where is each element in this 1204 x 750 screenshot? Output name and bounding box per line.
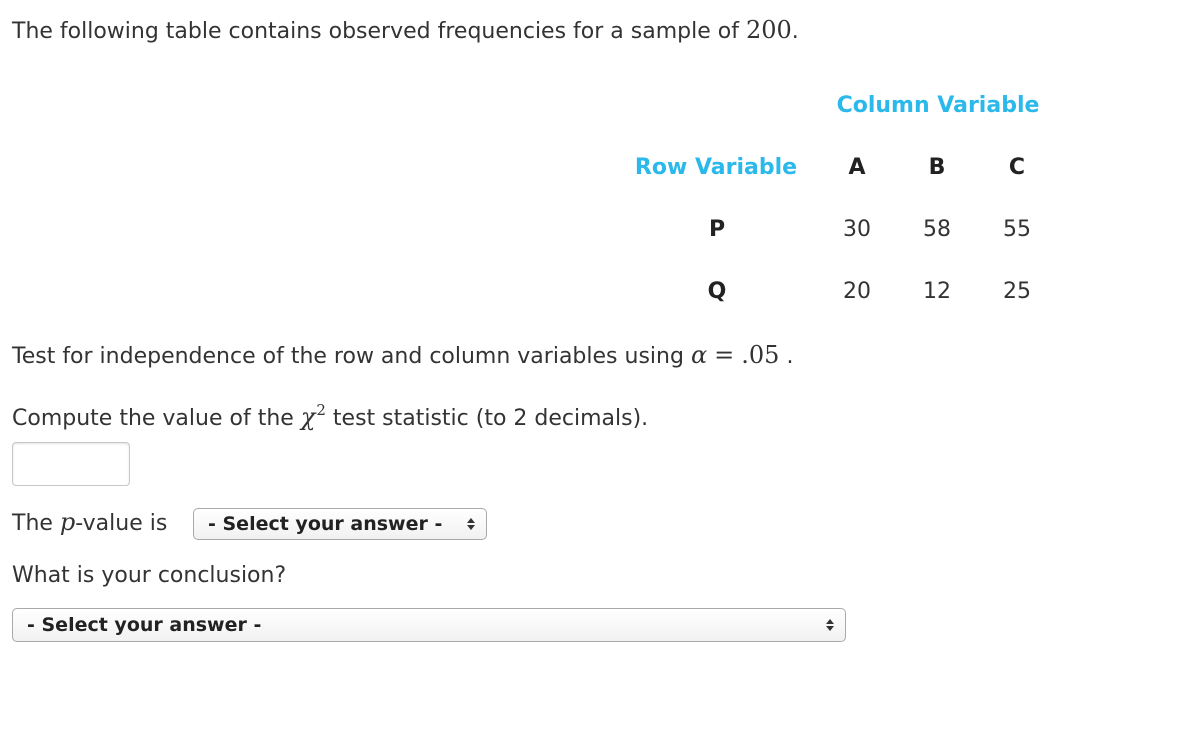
chi-square-answer-input[interactable] bbox=[12, 442, 130, 486]
table-cell: 55 bbox=[1003, 217, 1031, 242]
column-variable-header: Column Variable bbox=[836, 93, 1040, 118]
intro-period: . bbox=[791, 19, 799, 44]
chi-exponent: 2 bbox=[316, 401, 326, 419]
conclusion-select[interactable] bbox=[12, 608, 846, 642]
sample-size: 200 bbox=[745, 16, 792, 44]
pvalue-select[interactable] bbox=[193, 508, 487, 540]
table-cell: 30 bbox=[843, 217, 871, 242]
p-symbol: p bbox=[59, 508, 76, 536]
question2-text-after: test statistic (to 2 decimals). bbox=[332, 406, 649, 431]
select-arrows-icon bbox=[819, 619, 841, 631]
intro-text: The following table contains observed frequencies for a sample of bbox=[12, 19, 739, 44]
chi-square-question bbox=[12, 396, 648, 433]
table-cell: 20 bbox=[843, 279, 871, 304]
column-header-a: A bbox=[848, 155, 866, 180]
equals-sign: = bbox=[714, 341, 735, 369]
row-variable-header: Row Variable bbox=[634, 155, 798, 180]
pvalue-the: The bbox=[12, 511, 53, 536]
pvalue-select-label: - Select your answer - bbox=[208, 513, 443, 535]
chi-symbol: χ bbox=[300, 403, 316, 431]
row-label-p: P bbox=[708, 217, 726, 242]
row-label-q: Q bbox=[707, 279, 727, 304]
question1-period: . bbox=[786, 344, 794, 369]
table-cell: 25 bbox=[1003, 279, 1031, 304]
alpha-symbol: α bbox=[690, 341, 708, 369]
column-header-c: C bbox=[1008, 155, 1026, 180]
question2-text-before: Compute the value of the bbox=[12, 406, 294, 431]
question1-text: Test for independence of the row and column variables using bbox=[12, 344, 684, 369]
table-cell: 58 bbox=[923, 217, 951, 242]
alpha-value: .05 bbox=[741, 341, 780, 369]
intro-sentence bbox=[12, 16, 799, 46]
select-arrows-icon bbox=[460, 518, 482, 530]
pvalue-line bbox=[12, 508, 167, 538]
column-header-b: B bbox=[928, 155, 946, 180]
table-cell: 12 bbox=[923, 279, 951, 304]
conclusion-question: What is your conclusion? bbox=[12, 563, 287, 588]
pvalue-rest: -value is bbox=[75, 511, 168, 536]
independence-question bbox=[12, 341, 793, 371]
conclusion-select-label: - Select your answer - bbox=[27, 614, 262, 636]
